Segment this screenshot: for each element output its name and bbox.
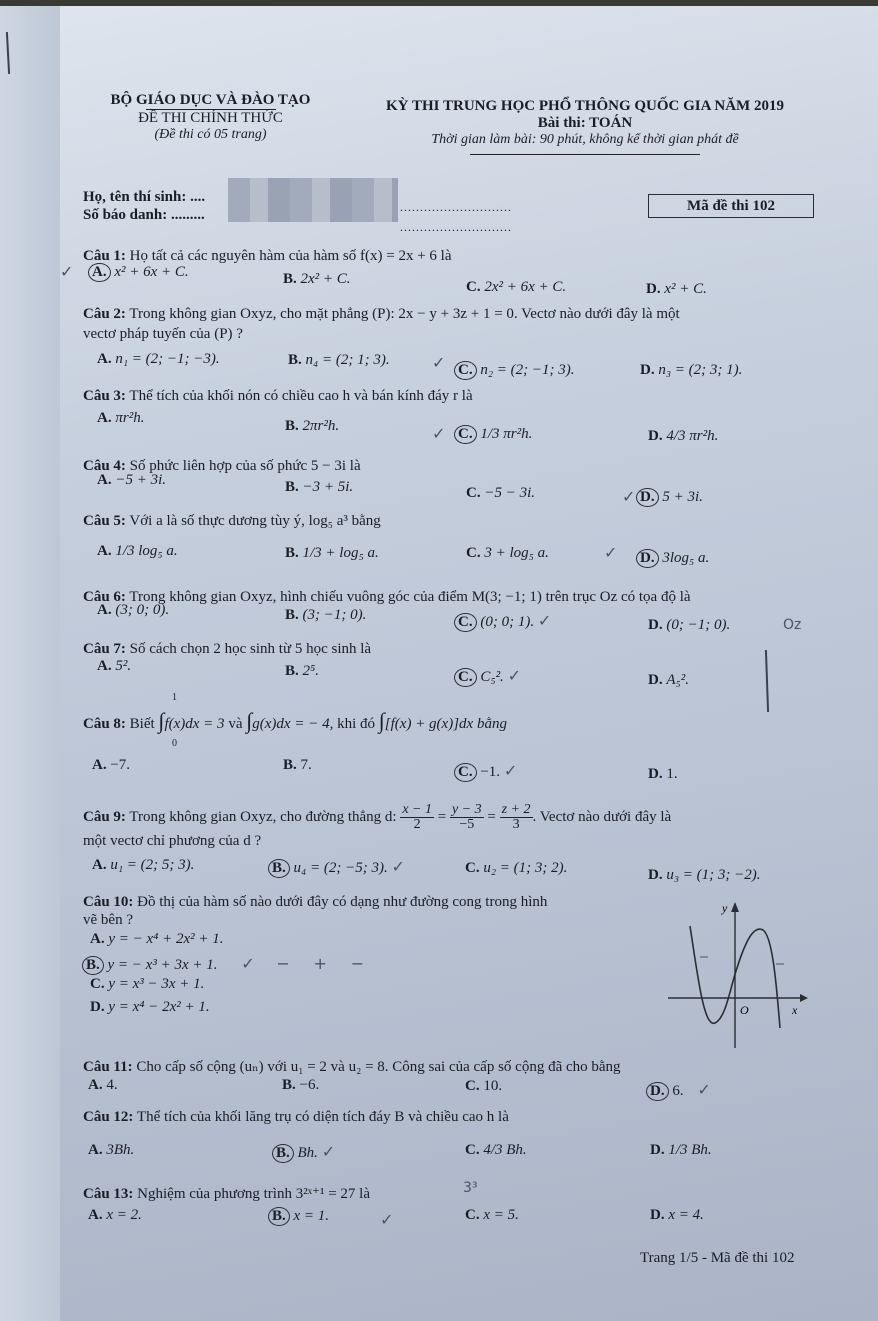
paper-fold: [0, 6, 60, 1321]
option-c: C. 1/3 πr²h.: [458, 425, 532, 444]
subject: Bài thi: TOÁN: [537, 115, 633, 131]
option-b: B. 1/3 + log₅ a.: [285, 545, 379, 561]
option-a: A. 3Bh.: [88, 1142, 135, 1158]
option-c: C. x = 5.: [465, 1207, 519, 1223]
option-a: A. −5 + 3i.: [97, 472, 167, 488]
option-d: D. x = 4.: [650, 1207, 704, 1223]
option-c: C. 4/3 Bh.: [465, 1142, 527, 1158]
option-b: B. n₄ = (2; 1; 3).: [288, 352, 390, 368]
option-a: A. πr²h.: [97, 410, 145, 426]
question-8: Câu 8: Biết ∫f(x)dx = 3 và ∫g(x)dx = − 4, khi đó ∫[f(x) + g(x)]dx bằng: [83, 708, 507, 733]
question-10-cont: vẽ bên ?: [83, 912, 133, 928]
option-b: B. x = 1.: [272, 1207, 329, 1226]
option-b: B. 2πr²h.: [285, 418, 340, 434]
check-icon: ✓: [432, 353, 446, 372]
option-a: A. 4.: [88, 1077, 118, 1093]
redacted-blur: [228, 178, 398, 222]
option-a: A. y = − x⁴ + 2x² + 1.: [90, 931, 224, 947]
cubic-graph: [660, 898, 810, 1048]
option-b: B. Bh. ✓: [276, 1142, 335, 1163]
question-1: Câu 1: Họ tất cả các nguyên hàm của hàm số f(x) = 2x + 6 là: [83, 248, 452, 264]
option-a: A. u₁ = (2; 5; 3).: [92, 857, 195, 873]
check-icon: ✓: [60, 262, 74, 281]
option-a: A. x² + 6x + C.: [92, 263, 189, 282]
option-d: D. 1/3 Bh.: [650, 1142, 712, 1158]
option-d: D. x² + C.: [646, 281, 707, 297]
divider: [470, 154, 700, 155]
option-d: D. (0; −1; 0).: [648, 617, 731, 633]
option-d: D. 5 + 3i.: [640, 488, 703, 507]
student-info: [83, 188, 205, 224]
check-icon: ✓: [432, 424, 446, 443]
option-d: D. u₃ = (1; 3; −2).: [648, 867, 761, 883]
option-d: D. 1.: [648, 766, 678, 782]
question-13: Câu 13: Nghiệm của phương trình 3²ˣ⁺¹ = 27 là: [83, 1186, 370, 1202]
header-left: [98, 92, 323, 143]
exam-code-box: Mã đề thi 102: [648, 194, 814, 218]
official-label: ĐỀ THI CHÍNH THỨC: [138, 110, 283, 126]
id-dots: ............................: [400, 220, 512, 234]
question-7: Câu 7: Số cách chọn 2 học sinh từ 5 học sinh là: [83, 641, 372, 657]
option-a: A. x = 2.: [88, 1207, 142, 1223]
question-9-cont: một vectơ chỉ phương của d ?: [83, 833, 262, 849]
option-d: D. A₅².: [648, 672, 689, 688]
question-5: Câu 5: Với a là số thực dương tùy ý, log₅ a³ bằng: [83, 513, 381, 529]
option-c: C. n₂ = (2; −1; 3).: [458, 361, 575, 380]
name-label: Họ, tên thí sinh: ....: [83, 189, 206, 205]
option-b: B. −6.: [282, 1077, 320, 1093]
option-c: C. y = x³ − 3x + 1.: [90, 976, 205, 992]
check-icon: ✓: [380, 1210, 394, 1229]
option-a: A. 1/3 log₅ a.: [97, 543, 178, 559]
option-a: A. 5².: [97, 658, 132, 674]
option-c: C. 2x² + 6x + C.: [466, 279, 567, 295]
option-a: A. (3; 0; 0).: [97, 602, 170, 618]
option-c: C. 10.: [465, 1078, 503, 1094]
option-b: B. y = − x³ + 3x + 1. ✓ − + −: [86, 954, 364, 975]
question-2-cont: vectơ pháp tuyến của (P) ?: [83, 326, 243, 342]
option-c: C. −5 − 3i.: [466, 485, 536, 501]
option-d: D. 4/3 πr²h.: [648, 428, 719, 444]
page-footer: Trang 1/5 - Mã đề thi 102: [640, 1250, 795, 1266]
option-d: D. y = x⁴ − 2x² + 1.: [90, 999, 210, 1015]
header-right: [350, 98, 820, 155]
option-c: C. −1. ✓: [458, 761, 517, 782]
option-c: C. C₅². ✓: [458, 666, 521, 687]
option-d: D. n₃ = (2; 3; 1).: [640, 362, 743, 378]
limit-upper: 1: [172, 692, 177, 703]
question-12: Câu 12: Thể tích của khối lăng trụ có diện tích đáy B và chiều cao h là: [83, 1109, 509, 1125]
option-b: B. 7.: [283, 757, 312, 773]
option-b: B. 2⁵.: [285, 663, 319, 679]
option-a: A. n₁ = (2; −1; −3).: [97, 351, 220, 367]
check-icon: ✓: [604, 543, 618, 562]
question-3: Câu 3: Thể tích của khối nón có chiều cao h và bán kính đáy r là: [83, 388, 473, 404]
handwritten-3-cubed: 3³: [463, 1180, 478, 1196]
question-10: Câu 10: Đồ thị của hàm số nào dưới đây có dạng như đường cong trong hình: [83, 894, 548, 910]
time-note: Thời gian làm bài: 90 phút, không kể thời gian phát đề: [431, 132, 739, 147]
option-b: B. (3; −1; 0).: [285, 607, 367, 623]
ministry-name: BỘ GIÁO DỤC VÀ ĐÀO TẠO: [110, 92, 311, 108]
svg-text:O: O: [740, 1003, 749, 1017]
check-icon: ✓: [622, 487, 636, 506]
option-a: A. −7.: [92, 757, 131, 773]
option-b: B. −3 + 5i.: [285, 479, 354, 495]
svg-text:y: y: [722, 901, 728, 915]
option-b: B. u₄ = (2; −5; 3). ✓: [272, 857, 405, 878]
id-label: Số báo danh: .........: [83, 207, 205, 223]
option-c: C. u₂ = (1; 3; 2).: [465, 860, 568, 876]
question-6: Câu 6: Trong không gian Oxyz, hình chiếu vuông góc của điểm M(3; −1; 1) trên trục Oz có tọa độ là: [83, 589, 691, 605]
option-c: C. (0; 0; 1). ✓: [458, 611, 551, 632]
limit-lower: 0: [172, 738, 177, 749]
option-c: C. 3 + log₅ a.: [466, 545, 549, 561]
pages-note: (Đề thi có 05 trang): [154, 127, 267, 142]
question-9: Câu 9: Trong không gian Oxyz, cho đường thẳng d: $\frac{x - 1}{2}$ = $\frac{y - 3}{-5}$ = $\frac{z + 2}{3}$ . Vectơ nào dưới đây là: [83, 802, 672, 833]
question-2: Câu 2: Trong không gian Oxyz, cho mặt phẳng (P): 2x − y + 3z + 1 = 0. Vectơ nào dưới đây là một: [83, 306, 680, 322]
question-4: Câu 4: Số phức liên hợp của số phức 5 − 3i là: [83, 458, 361, 474]
question-11: Câu 11: Cho cấp số cộng (uₙ) với u₁ = 2 và u₂ = 8. Công sai của cấp số cộng đã cho bằng: [83, 1059, 621, 1075]
option-b: B. 2x² + C.: [283, 271, 351, 287]
option-d: D. 6. ✓: [650, 1080, 711, 1101]
svg-text:x: x: [792, 1003, 798, 1017]
name-dots: ............................: [400, 200, 512, 214]
option-d: D. 3log₅ a.: [640, 549, 709, 568]
handwritten-oz: Oz: [783, 617, 802, 633]
exam-title: KỲ THI TRUNG HỌC PHỔ THÔNG QUỐC GIA NĂM 2019: [386, 98, 784, 114]
